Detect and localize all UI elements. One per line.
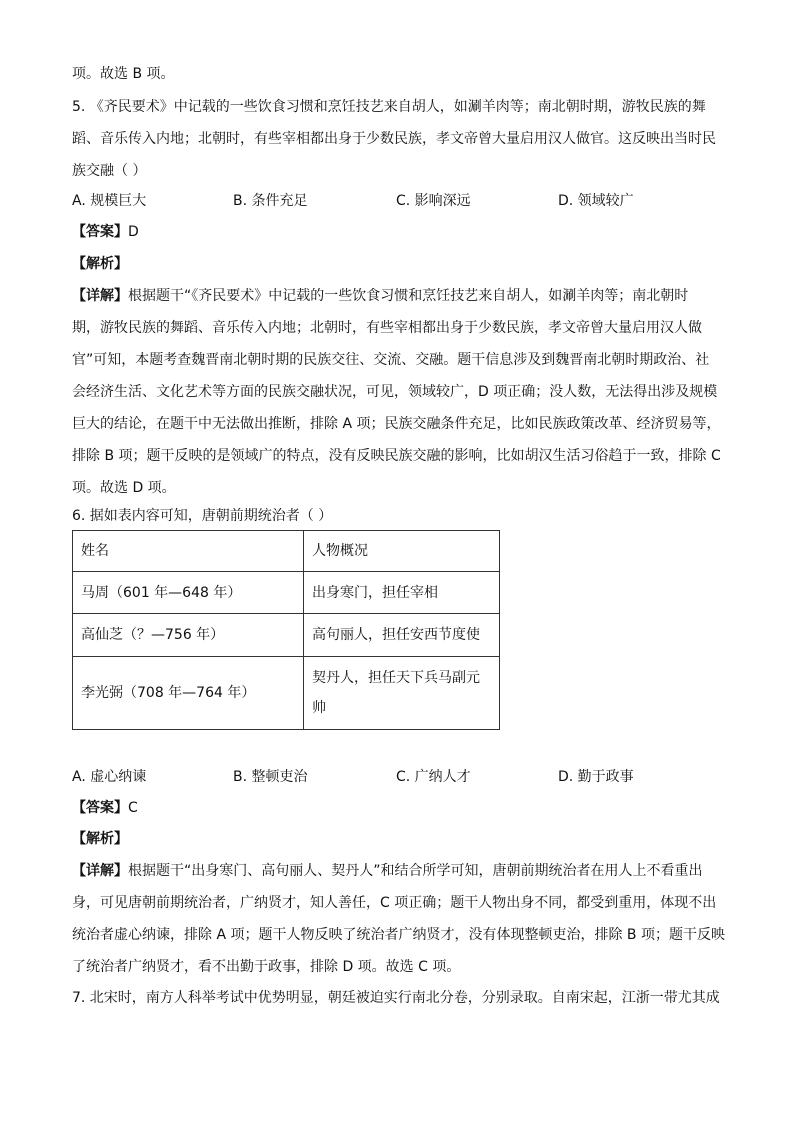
table-row xyxy=(73,614,500,657)
table-cell-profile-line-1: 契丹人，担任天下兵马副元 xyxy=(312,670,480,686)
q6-option-d: D. 勤于政事 xyxy=(558,769,634,785)
table-header-profile: 人物概况 xyxy=(304,531,500,572)
q5-stem-line-1: 5. 《齐民要术》中记载的一些饮食习惯和烹饪技艺来自胡人，如涮羊肉等；南北朝时期，游牧民族的舞 xyxy=(72,99,706,115)
q5-detail-line-4: 会经济生活、文化艺术等方面的民族交融状况，可见，领域较广，D 项正确；没人数，无法得出涉及规模 xyxy=(72,384,718,400)
q5-answer-label: 【答案】 xyxy=(72,224,128,240)
q6-option-b: B. 整顿吏治 xyxy=(233,769,308,785)
q6-detail-line-4: 了统治者广纳贤才，看不出勤于政事，排除 D 项。故选 C 项。 xyxy=(72,959,461,975)
q5-detail-line-6: 排除 B 项；题干反映的是领域广的特点，没有反映民族交融的影响，比如胡汉生活习俗趋于一致，排除 C xyxy=(72,448,721,464)
q6-analysis-label: 【解析】 xyxy=(72,831,128,847)
table-cell-profile xyxy=(304,657,500,730)
q7-stem-line-1: 7. 北宋时，南方人科举考试中优势明显，朝廷被迫实行南北分卷，分别录取。自南宋起，江浙一带尤其成 xyxy=(72,990,720,1006)
q6-answer-label: 【答案】 xyxy=(72,800,128,816)
q6-table xyxy=(72,530,500,730)
table-cell-profile: 高句丽人，担任安西节度使 xyxy=(304,614,500,657)
q5-detail-line-2: 期，游牧民族的舞蹈、音乐传入内地；北朝时，有些宰相都出身于少数民族，孝文帝曾大量启用汉人做 xyxy=(72,320,702,336)
table-row xyxy=(73,657,500,730)
q5-stem-line-3: 族交融（ ） xyxy=(72,163,147,179)
q5-option-c: C. 影响深远 xyxy=(396,193,471,209)
table-cell-name: 马周（601 年—648 年） xyxy=(73,572,304,614)
q5-detail-line-5: 巨大的结论，在题干中无法做出推断，排除 A 项；民族交融条件充足，比如民族政策改革、经济贸易等， xyxy=(72,416,721,432)
q5-answer-row xyxy=(72,222,139,242)
table-cell-profile: 出身寒门，担任宰相 xyxy=(304,572,500,614)
q6-option-a: A. 虚心纳谏 xyxy=(72,769,147,785)
q6-detail-text-1: 根据题干“出身寒门、高句丽人、契丹人”和结合所学可知，唐朝前期统治者在用人上不看重出 xyxy=(128,863,703,879)
q6-answer-value: C xyxy=(128,800,138,816)
q4-tail-text: 项。故选 B 项。 xyxy=(72,66,175,82)
q5-answer-value: D xyxy=(128,224,139,240)
q5-option-b: B. 条件充足 xyxy=(233,193,308,209)
q6-option-c: C. 广纳人才 xyxy=(396,769,471,785)
q6-stem: 6. 据如表内容可知，唐朝前期统治者（ ） xyxy=(72,508,333,524)
table-cell-name: 李光弼（708 年—764 年） xyxy=(73,657,304,730)
q5-detail-line-1 xyxy=(72,286,688,306)
q6-detail-line-3: 统治者虚心纳谏，排除 A 项；题干人物反映了统治者广纳贤才，没有体现整顿吏治，排除 B 项；题干反映 xyxy=(72,927,725,943)
table-cell-profile-line-2: 帅 xyxy=(312,700,326,716)
q5-option-a: A. 规模巨大 xyxy=(72,193,147,209)
table-row xyxy=(73,572,500,614)
q5-detail-text-1: 根据题干“《齐民要术》中记载的一些饮食习惯和烹饪技艺来自胡人，如涮羊肉等；南北朝时 xyxy=(128,288,689,304)
q5-detail-label: 【详解】 xyxy=(72,288,128,304)
q5-detail-line-3: 官”可知，本题考查魏晋南北朝时期的民族交往、交流、交融。题干信息涉及到魏晋南北朝时期政治、社 xyxy=(72,352,710,368)
q5-analysis-label: 【解析】 xyxy=(72,256,128,272)
q5-option-d: D. 领域较广 xyxy=(558,193,634,209)
q6-detail-line-1 xyxy=(72,861,703,881)
table-header-name: 姓名 xyxy=(73,531,304,572)
table-row xyxy=(73,531,500,572)
q5-detail-line-7: 项。故选 D 项。 xyxy=(72,480,176,496)
q6-detail-line-2: 身，可见唐朝前期统治者，广纳贤才，知人善任，C 项正确；题干人物出身不同，都受到重用，体现不出 xyxy=(72,895,717,911)
table-cell-name: 高仙芝（？—756 年） xyxy=(73,614,304,657)
q6-detail-label: 【详解】 xyxy=(72,863,128,879)
q5-stem-line-2: 蹈、音乐传入内地；北朝时，有些宰相都出身于少数民族，孝文帝曾大量启用汉人做官。这反映出当时民 xyxy=(72,131,716,147)
q6-answer-row xyxy=(72,798,138,818)
